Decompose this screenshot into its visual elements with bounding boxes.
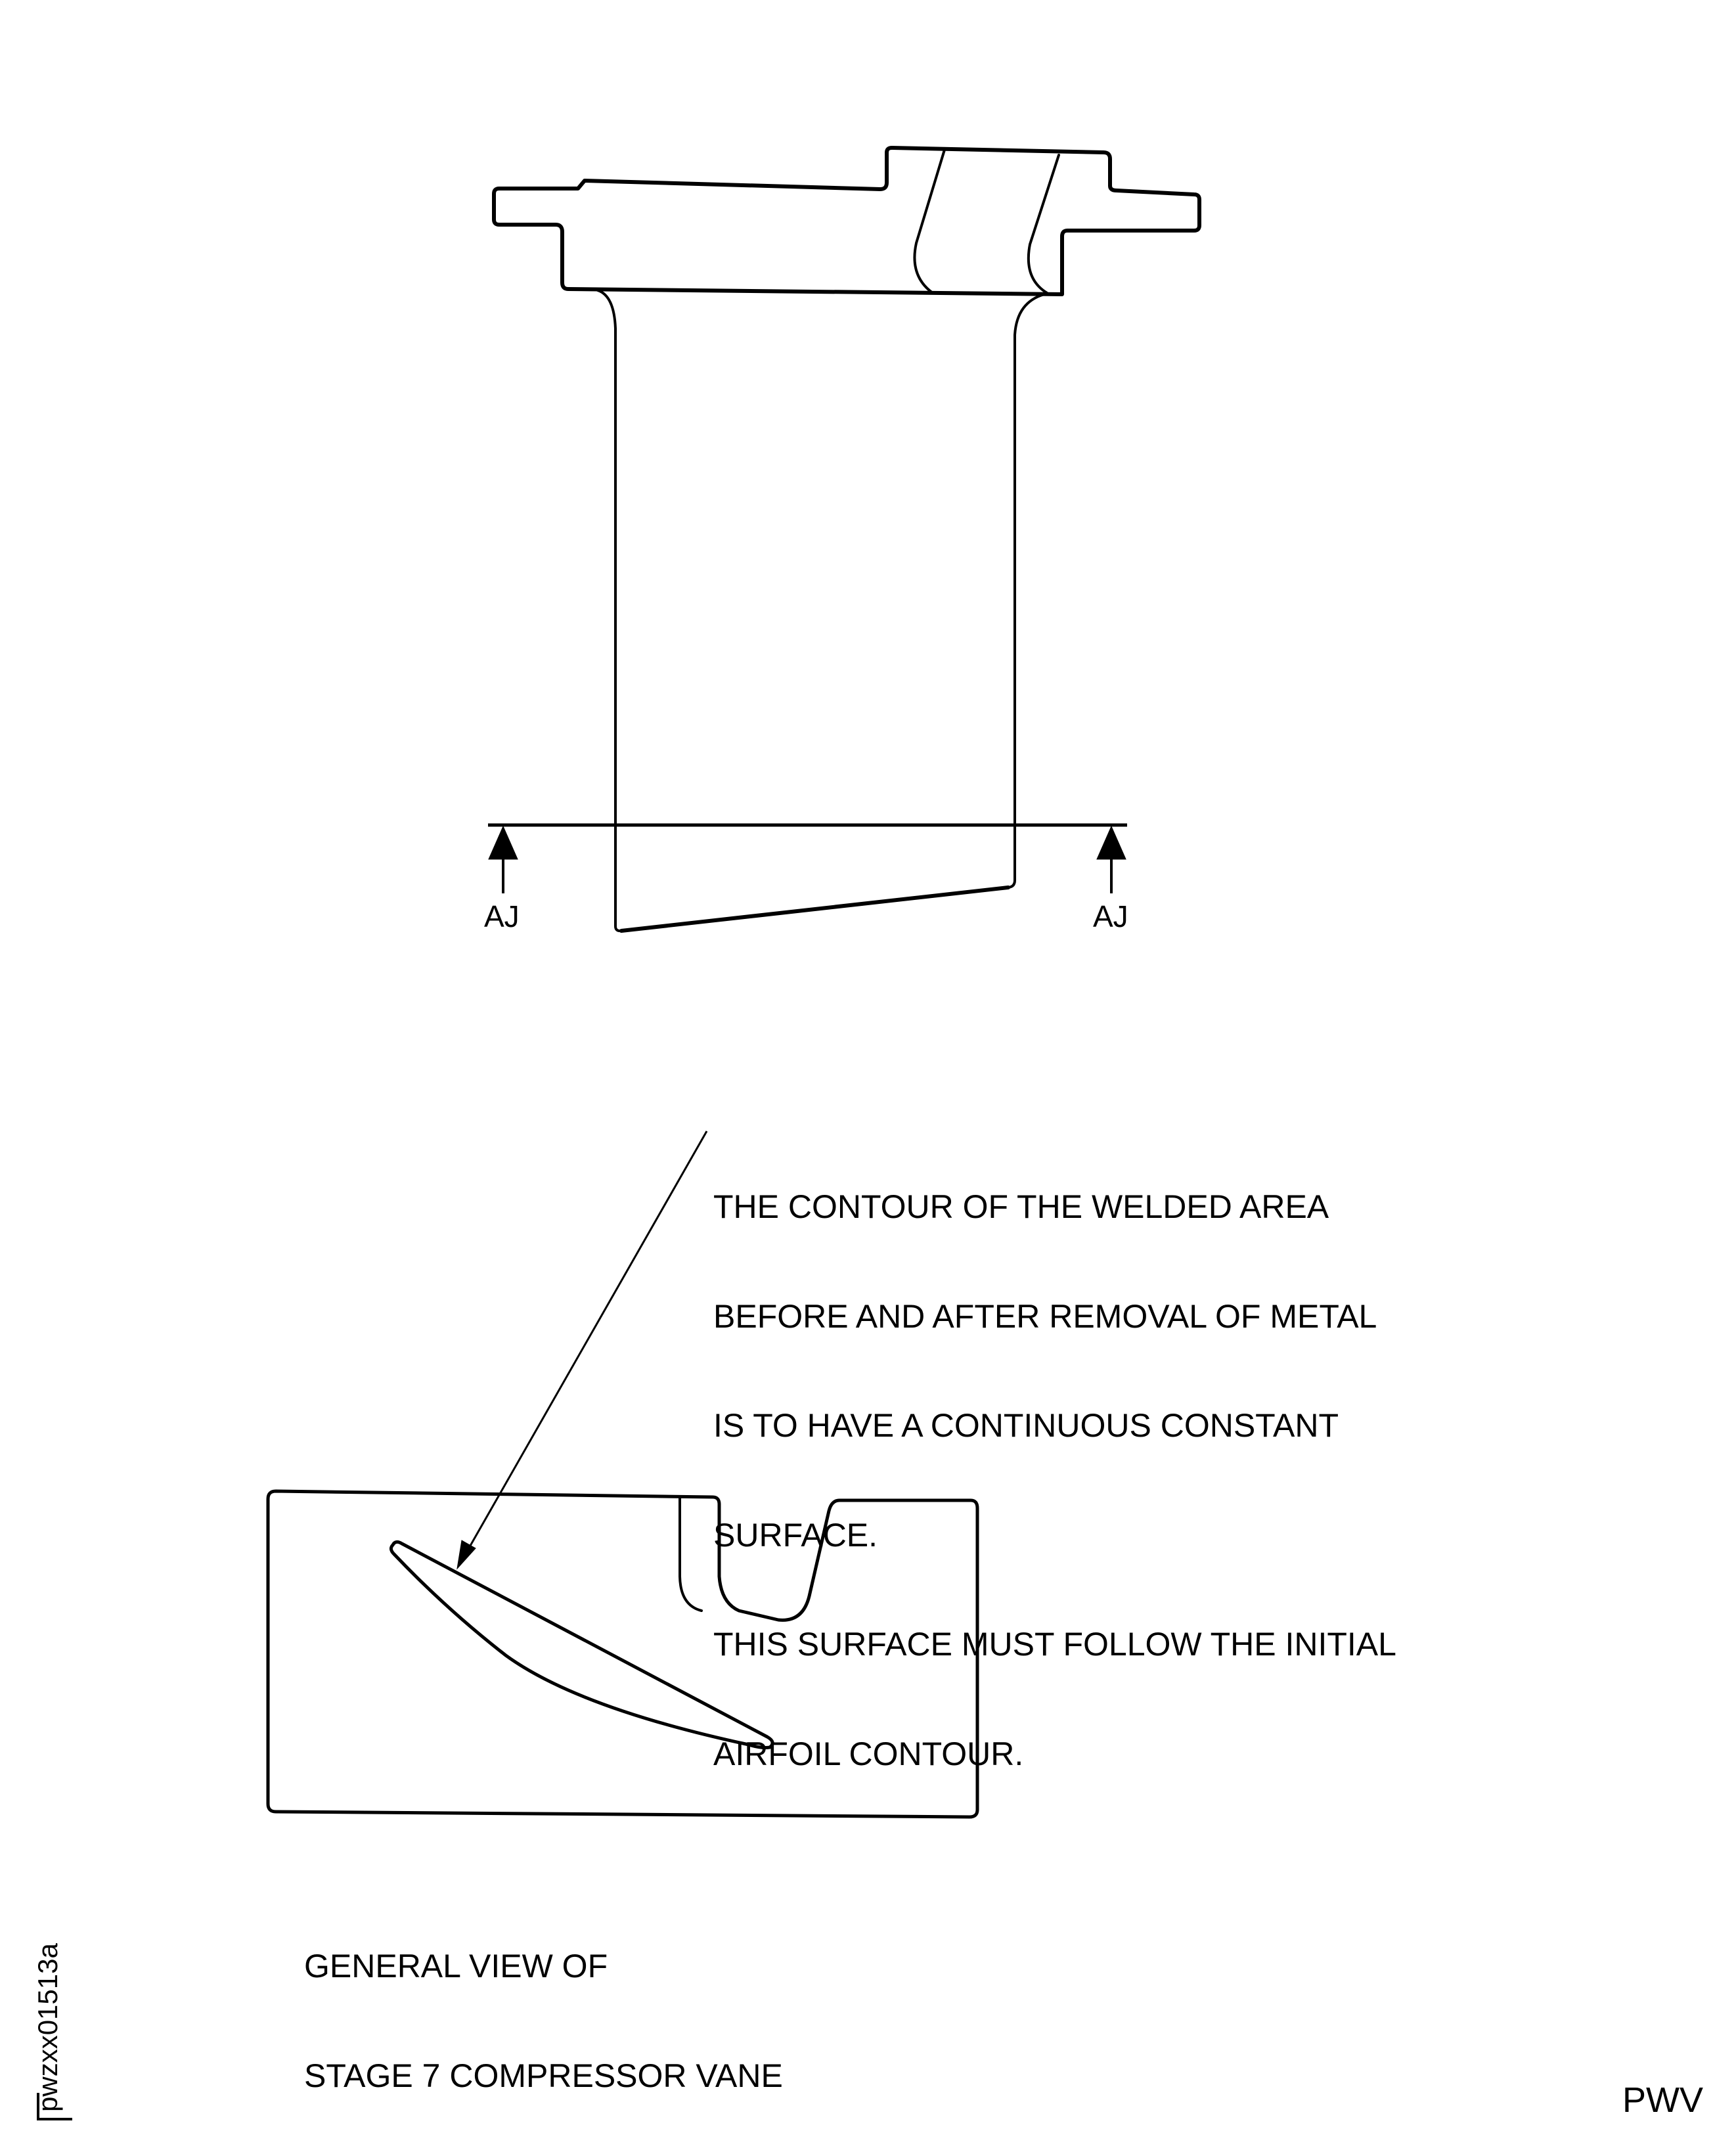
notch-fillet (680, 1497, 701, 1611)
note-line: AIRFOIL CONTOUR. (713, 1735, 1024, 1772)
section-line-aj (488, 825, 1127, 893)
vane-side-view (494, 148, 1199, 931)
note-line: SURFACE. (713, 1516, 878, 1554)
note-line: THE CONTOUR OF THE WELDED AREA (713, 1188, 1329, 1225)
note-line: IS TO HAVE A CONTINUOUS CONSTANT (713, 1407, 1339, 1444)
figure-caption (304, 1884, 783, 2136)
airfoil-leading-edge (598, 290, 621, 931)
caption-line: GENERAL VIEW OF (304, 1948, 608, 1984)
section-label-left: AJ (484, 899, 520, 933)
shroud-outline (494, 148, 1199, 294)
airfoil-trailing-edge (1008, 294, 1044, 887)
note-line: THIS SURFACE MUST FOLLOW THE INITIAL (713, 1626, 1396, 1663)
weld-contour-note (713, 1125, 1396, 1814)
figure-id: pwzxx01513a (32, 1943, 63, 2112)
corner-code: PWV (1622, 2080, 1704, 2120)
section-label-right: AJ (1093, 899, 1128, 933)
leader-arrowhead-icon (457, 1540, 476, 1569)
shroud-groove-left (914, 150, 945, 293)
airfoil-tip (621, 887, 1008, 931)
section-arrow-left-icon (489, 826, 518, 859)
shroud-groove-right (1029, 155, 1059, 293)
note-line: BEFORE AND AFTER REMOVAL OF METAL (713, 1297, 1377, 1335)
note-leader (457, 1131, 707, 1569)
section-arrow-right-icon (1097, 826, 1126, 859)
caption-line: STAGE 7 COMPRESSOR VANE (304, 2057, 783, 2094)
